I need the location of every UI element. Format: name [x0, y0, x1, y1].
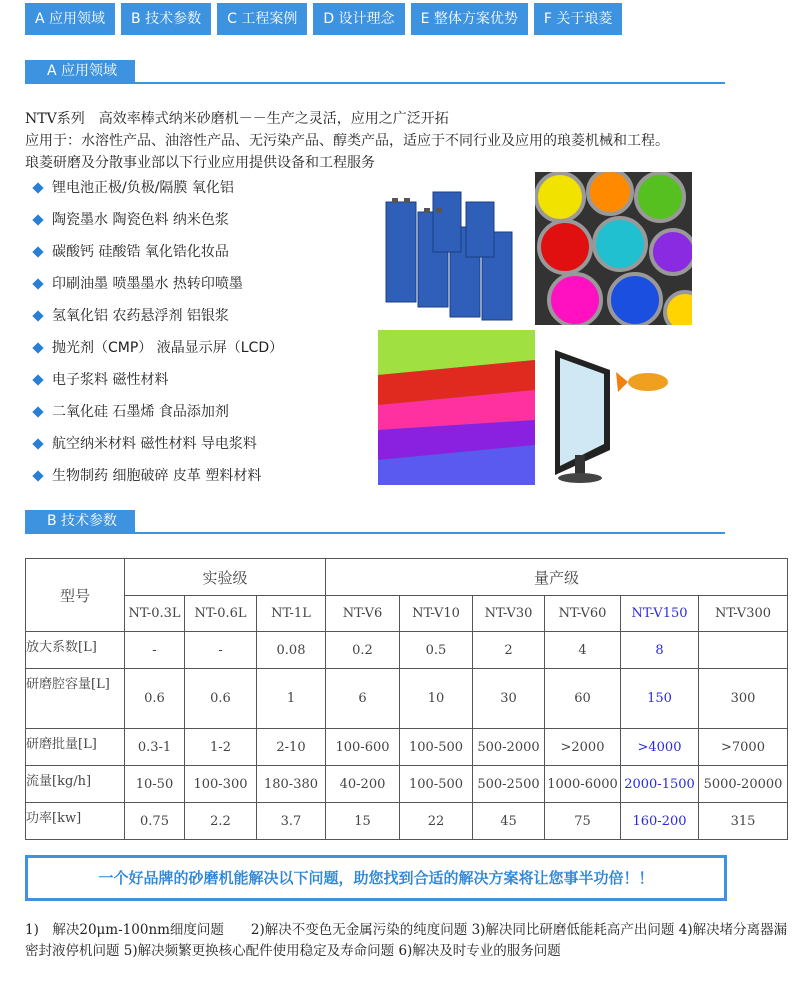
diamond-bullet-icon	[32, 214, 43, 225]
pigment-powder-image	[378, 330, 535, 485]
tab-tech-params[interactable]: B 技术参数	[121, 3, 211, 35]
list-item-text: 航空纳米材料 磁性材料 导电浆料	[52, 436, 257, 452]
table-cell: -	[125, 632, 185, 669]
table-row	[26, 803, 788, 840]
table-cell: 30	[473, 669, 545, 729]
table-cell: 40-200	[326, 766, 400, 803]
table-cell: 0.5	[400, 632, 473, 669]
intro-text	[25, 108, 669, 174]
table-cell: 4	[545, 632, 621, 669]
table-cell: 45	[473, 803, 545, 840]
tab-about[interactable]: F 关于琅菱	[534, 3, 623, 35]
table-cell: 0.6	[125, 669, 185, 729]
table-cell: 1-2	[185, 729, 257, 766]
model-header-cell: NT-0.6L	[185, 596, 257, 632]
model-header-cell: NT-V150	[621, 596, 699, 632]
list-item-text: 碳酸钙 硅酸锆 氧化锆化妆品	[52, 244, 229, 260]
model-header-cell: NT-V30	[473, 596, 545, 632]
list-item-text: 生物制药 细胞破碎 皮革 塑料材料	[52, 468, 262, 484]
group-prod-header: 量产级	[326, 559, 788, 596]
table-cell: 2000-1500	[621, 766, 699, 803]
model-header-cell: NT-V10	[400, 596, 473, 632]
intro-line: 琅菱研磨及分散事业部以下行业应用提供设备和工程服务	[25, 155, 375, 171]
list-item-text: 电子浆料 磁性材料	[52, 372, 169, 388]
row-label: 放大系数[L]	[26, 632, 125, 669]
table-cell: 180-380	[257, 766, 326, 803]
table-cell: 0.2	[326, 632, 400, 669]
tab-design[interactable]: D 设计理念	[313, 3, 404, 35]
spec-table	[25, 558, 788, 840]
application-list	[30, 178, 283, 498]
model-header-cell: NT-V6	[326, 596, 400, 632]
table-cell: 1000-6000	[545, 766, 621, 803]
list-item-text: 陶瓷墨水 陶瓷色料 纳米色浆	[52, 212, 229, 228]
table-cell	[699, 632, 788, 669]
section-title: B 技术参数	[25, 510, 135, 532]
diamond-bullet-icon	[32, 438, 43, 449]
diamond-bullet-icon	[32, 342, 43, 353]
battery-image	[378, 172, 530, 325]
diamond-bullet-icon	[32, 278, 43, 289]
model-header-cell: NT-1L	[257, 596, 326, 632]
table-cell: 22	[400, 803, 473, 840]
table-cell: 150	[621, 669, 699, 729]
list-item-text: 印刷油墨 喷墨墨水 热转印喷墨	[52, 276, 243, 292]
paint-cans-image	[535, 172, 692, 325]
list-item	[30, 242, 283, 274]
section-header-a	[25, 60, 725, 84]
list-item	[30, 338, 283, 370]
table-row	[26, 632, 788, 669]
table-cell: 0.6	[185, 669, 257, 729]
diamond-bullet-icon	[32, 374, 43, 385]
table-cell: 60	[545, 669, 621, 729]
table-cell: 315	[699, 803, 788, 840]
row-label: 流量[kg/h]	[26, 766, 125, 803]
model-header-cell: NT-V60	[545, 596, 621, 632]
tab-applications[interactable]: A 应用领域	[25, 3, 115, 35]
table-cell: 500-2500	[473, 766, 545, 803]
row-label: 研磨腔容量[L]	[26, 669, 125, 729]
table-cell: 6	[326, 669, 400, 729]
row-label: 研磨批量[L]	[26, 729, 125, 766]
monitor-fish-image	[540, 330, 690, 485]
table-cell: 15	[326, 803, 400, 840]
list-item	[30, 178, 283, 210]
list-item-text: 二氧化硅 石墨烯 食品添加剂	[52, 404, 229, 420]
table-row	[26, 766, 788, 803]
list-item	[30, 306, 283, 338]
diamond-bullet-icon	[32, 470, 43, 481]
table-cell: 1	[257, 669, 326, 729]
table-cell: 0.75	[125, 803, 185, 840]
table-cell: 100-600	[326, 729, 400, 766]
table-cell: 8	[621, 632, 699, 669]
table-cell: 100-500	[400, 766, 473, 803]
diamond-bullet-icon	[32, 182, 43, 193]
table-cell: 5000-20000	[699, 766, 788, 803]
table-row	[26, 729, 788, 766]
model-header-cell: NT-0.3L	[125, 596, 185, 632]
section-title: A 应用领域	[25, 60, 135, 82]
list-item-text: 抛光剂（CMP） 液晶显示屏（LCD）	[52, 340, 284, 356]
table-cell: 75	[545, 803, 621, 840]
diamond-bullet-icon	[32, 406, 43, 417]
tab-advantages[interactable]: E 整体方案优势	[411, 3, 528, 35]
list-item-text: 锂电池正极/负极/隔膜 氧化铝	[52, 180, 234, 196]
table-cell: 3.7	[257, 803, 326, 840]
row-label: 功率[kw]	[26, 803, 125, 840]
table-cell: 10	[400, 669, 473, 729]
section-header-b	[25, 510, 725, 534]
list-item	[30, 402, 283, 434]
table-cell: 0.08	[257, 632, 326, 669]
tab-cases[interactable]: C 工程案例	[217, 3, 307, 35]
table-cell: 100-300	[185, 766, 257, 803]
list-item-text: 氢氧化铝 农药悬浮剂 铝银浆	[52, 308, 229, 324]
table-cell: >4000	[621, 729, 699, 766]
table-cell: 2.2	[185, 803, 257, 840]
diamond-bullet-icon	[32, 310, 43, 321]
table-row	[26, 669, 788, 729]
table-cell: 100-500	[400, 729, 473, 766]
table-cell: 160-200	[621, 803, 699, 840]
table-cell: 2	[473, 632, 545, 669]
tab-bar	[25, 3, 622, 35]
banner: 一个好品牌的砂磨机能解决以下问题，助您找到合适的解决方案将让您事半功倍！！	[25, 855, 727, 901]
table-cell: 0.3-1	[125, 729, 185, 766]
table-cell: 300	[699, 669, 788, 729]
model-header: 型号	[26, 559, 125, 632]
intro-line: NTV系列 高效率棒式纳米砂磨机－－生产之灵活，应用之广泛开拓	[25, 111, 449, 127]
table-cell: 10-50	[125, 766, 185, 803]
list-item	[30, 370, 283, 402]
list-item	[30, 210, 283, 242]
table-cell: 500-2000	[473, 729, 545, 766]
group-lab-header: 实验级	[125, 559, 326, 596]
table-cell: >7000	[699, 729, 788, 766]
list-item	[30, 466, 283, 498]
intro-line: 应用于：水溶性产品、油溶性产品、无污染产品、醇类产品，适应于不同行业及应用的琅菱机械和工程。	[25, 133, 669, 149]
table-cell: -	[185, 632, 257, 669]
table-cell: >2000	[545, 729, 621, 766]
list-item	[30, 434, 283, 466]
table-cell: 2-10	[257, 729, 326, 766]
diamond-bullet-icon	[32, 246, 43, 257]
model-header-cell: NT-V300	[699, 596, 788, 632]
problems-text: 1) 解决20μm-100nm细度问题 2)解决不变色无金属污染的纯度问题 3)解决同比研磨低能耗高产出问题 4)解决堵分离器漏密封液停机问题 5)解决频繁更换核心配件使用稳定及寿命问题 6)解决及时专业的服务问题	[25, 922, 788, 959]
list-item	[30, 274, 283, 306]
